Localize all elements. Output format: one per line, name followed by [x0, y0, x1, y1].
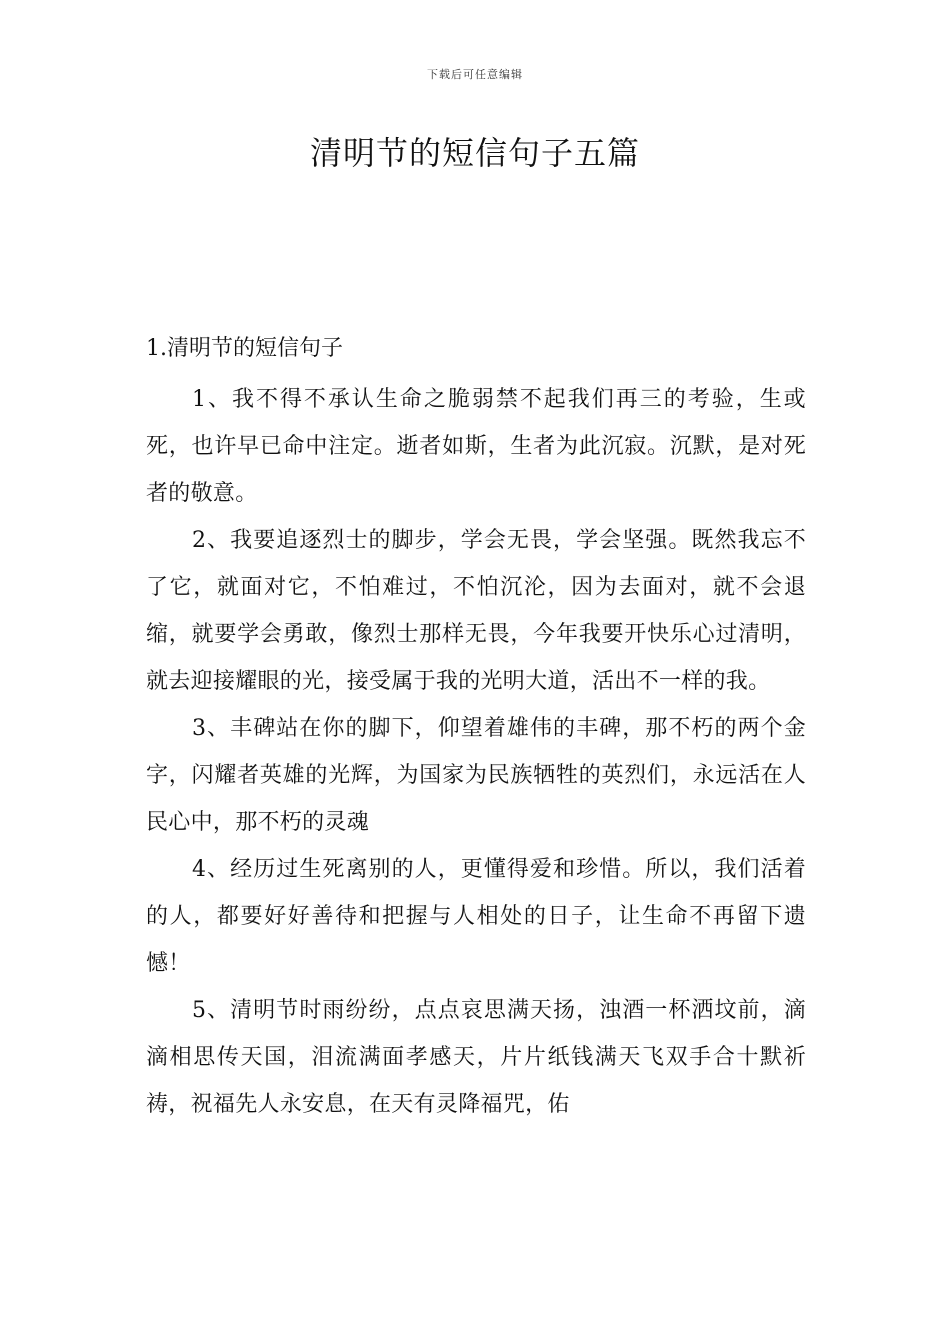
- document-body: [146, 330, 806, 1128]
- paragraph-3: 3、丰碑站在你的脚下，仰望着雄伟的丰碑，那不朽的两个金字，闪耀者英雄的光辉，为国家为民族牺牲的英烈们，永远活在人民心中，那不朽的灵魂: [146, 716, 806, 835]
- paragraph-2: 2、我要追逐烈士的脚步，学会无畏，学会坚强。既然我忘不了它，就面对它，不怕难过，不怕沉沦，因为去面对，就不会退缩，就要学会勇敢，像烈士那样无畏，今年我要开快乐心过清明，就去迎接耀眼的光，接受属于我的光明大道，活出不一样的我。: [146, 528, 806, 694]
- document-title: 清明节的短信句子五篇: [309, 134, 640, 172]
- header-note: 下载后可任意编辑: [427, 68, 523, 81]
- paragraph-1: 1、我不得不承认生命之脆弱禁不起我们再三的考验，生或死，也许早已命中注定。逝者如斯，生者为此沉寂。沉默，是对死者的敬意。: [146, 387, 806, 506]
- section-heading: 1.清明节的短信句子: [146, 336, 343, 361]
- paragraph-5: 5、清明节时雨纷纷，点点哀思满天扬，浊酒一杯洒坟前，滴滴相思传天国，泪流满面孝感天，片片纸钱满天飞双手合十默祈祷，祝福先人永安息，在天有灵降福咒，佑: [146, 998, 806, 1117]
- paragraph-4: 4、经历过生死离别的人，更懂得爱和珍惜。所以，我们活着的人，都要好好善待和把握与人相处的日子，让生命不再留下遗憾！: [146, 857, 806, 976]
